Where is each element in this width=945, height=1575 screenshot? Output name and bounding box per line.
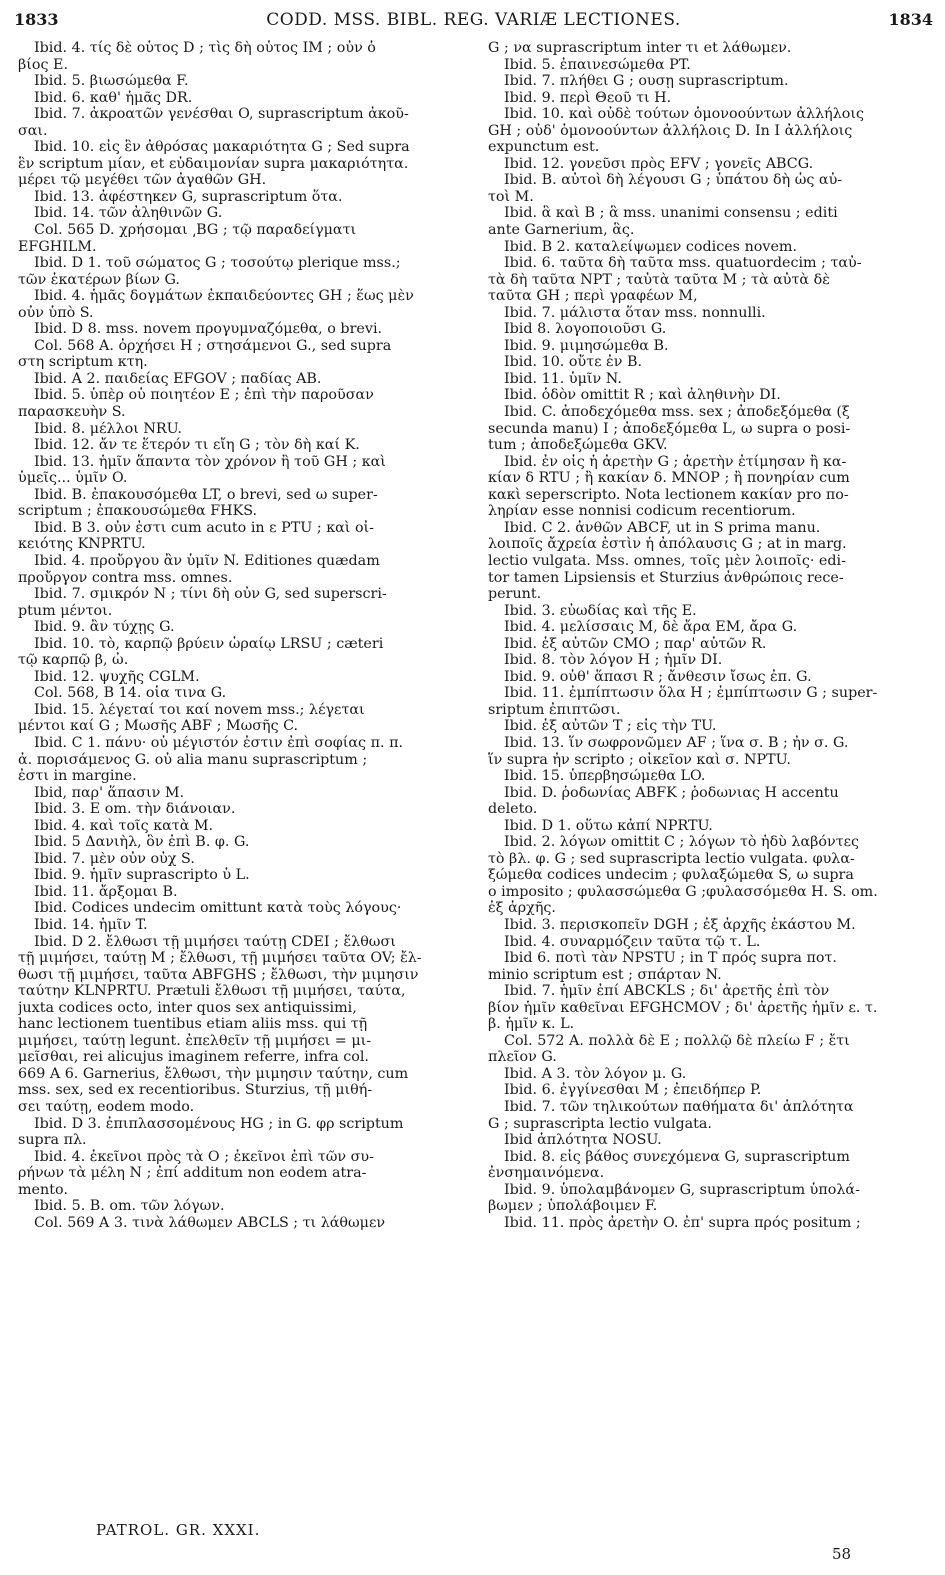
text-line: Ibid. 9. ἂν τύχῃς G. [34,619,175,636]
text-line: Ibid. A 2. παιδείας EFGOV ; παδίας AB. [34,370,322,387]
column-number-right: 1834 [888,10,933,29]
text-line: ταύτην KLNPRTU. Prætuli ἔλθωσι τῇ μιμήσει, ταύτα, [18,983,406,1000]
text-line: Ibid. ἃ καὶ B ; ἃ mss. unanimi consensu ; editi [504,205,838,222]
text-line: τὰ δὴ ταῦτα NPT ; ταὐτὰ ταῦτα M ; τὰ αὐτὰ δὲ [488,271,830,288]
text-line: Ibid. B. αὐτοὶ δὴ λέγουσι G ; ὑπάτου δὴ ὡς αὐ- [504,172,843,189]
text-line: Ibid. 11. πρὸς ἀρετὴν O. ἐπ' supra πρός positum ; [504,1214,861,1231]
text-line: Ibid. D 3. ἐπιπλασσομένους HG ; in G. φρ scriptum [34,1115,404,1132]
text-line: κίαν δ RTU ; ἢ κακίαν δ. MNOP ; ἢ πονηρίαν cum [488,470,850,487]
text-line: Ibid. 7. πλήθει G ; ουσῃ suprascriptum. [504,73,789,90]
text-line: Ibid. 12. ἄν τε ἕτερόν τι εἴη G ; τὸν δὴ καί K. [34,437,360,454]
text-line: Ibid. 10. οὔτε ἐν B. [504,354,643,371]
text-line: Ibid. C. ἀποδεχόμεθα mss. sex ; ἀποδεξόμεθα (ξ [504,404,850,421]
text-line: μεῖσθαι, rei alicujus imaginem referre, infra col. [18,1049,369,1066]
text-line: Ibid. 7. σμικρόν N ; τίνι δὴ οὖν G, sed superscri- [34,586,387,603]
text-line: τοὶ M. [488,188,534,205]
text-line: στη scriptum κτη. [18,354,148,371]
text-line: Ibid. 6. ταῦτα δὴ ταῦτα mss. quatuordecim ; ταὐ- [504,255,862,272]
text-line: Ibid. 8. εἰς βάθος συνεχόμενα G, suprascriptum [504,1148,850,1165]
text-line: σαι. [18,122,48,139]
text-line: Col. 565 D. χρήσομαι ͵BG ; τῷ παραδείγματι [34,222,357,239]
text-line: Ibid. B 2. καταλείψωμεν codices novem. [504,238,798,255]
text-line: ἐξ ἀρχῆς. [488,900,556,917]
text-line: οὖν ὑπὸ S. [18,304,94,321]
text-line: perunt. [488,586,542,603]
text-line: Ibid. 10. τὸ, καρπῷ βρύειν ὡραίῳ LRSU ; cæteri [34,635,384,652]
text-line: σει ταύτῃ, eodem modo. [18,1099,195,1115]
text-line: προὔργον contra mss. omnes. [18,569,233,586]
text-line: Ibid. 3. εὐωδίας καὶ τῆς E. [504,602,697,619]
text-line: θωσι τῇ μιμήσει, ταῦτα ABFGHS ; ἔλθωσι, τὴν μιμησιν [18,966,419,983]
text-line: Ibid. 13. ἵν σωφρονῶμεν AF ; ἵνα σ. B ; ἦν σ. G. [504,734,849,751]
text-line: τῷ καρπῷ β, ὠ. [18,652,129,669]
text-line: τὸ βλ. φ. G ; sed suprascripta lectio vulgata. φυλα- [488,850,855,867]
text-line: Ibid. ἐν οἷς ἡ ἀρετὴν G ; ἀρετὴν ἐτίμησαν ἢ κα- [504,453,847,470]
text-line: mento. [18,1181,68,1198]
text-line: ἐστι in margine. [18,768,137,785]
right-column [488,40,930,1231]
text-line: ταῦτα GH ; περὶ γραφέων M, [488,288,698,305]
text-line: Ibid. 15. λέγεταί τοι καί novem mss.; λέγεται [34,701,365,718]
text-line: Ibid. 14. ἡμῖν T. [34,916,148,933]
text-line: Ibid. 3. E om. τὴν διάνοιαν. [34,801,236,818]
running-title: CODD. MSS. BIBL. REG. VARIÆ LECTIONES. [266,10,681,30]
text-line: Ibid. 4. τίς δὲ οὗτος D ; τὶς δὴ οὗτος IM ; οὖν ὁ [34,40,376,56]
text-line: Ibid ἁπλότητα NOSU. [504,1132,662,1149]
text-line: Ibid. 4. ἐκεῖνοι πρὸς τὰ O ; ἐκεῖνοι ἐπὶ τῶν συ- [34,1148,374,1165]
text-line: βωμεν ; ὑπολάβοιμεν F. [488,1198,658,1215]
text-line: Ibid. ὁδὸν omittit R ; καὶ ἀληθινὴν DI. [504,387,781,404]
text-line: Ibid. 4. συναρμόζειν ταῦτα τῷ τ. L. [504,933,761,950]
text-line: Ibid. 6. καθ' ἡμᾶς DR. [34,89,193,106]
text-line: Ibid. B 3. οὖν ἐστι cum acuto in ε PTU ; καὶ οἰ- [34,519,374,536]
text-line: κακὶ seperscripto. Nota lectionem κακίαν pro πο- [488,486,849,503]
text-line: Ibid. C 2. ἀνθῶν ABCF, ut in S prima manu. [504,519,821,536]
text-line: Ibid. 9. ἡμῖν suprascripto ὑ L. [34,867,250,884]
text-line: μέρει τῷ μεγέθει τῶν ἀγαθῶν GH. [18,172,267,189]
text-line: Ibid. 4. προὔργου ἂν ὑμῖν N. Editiones quædam [34,552,380,569]
text-line: ξώμεθα codices undecim ; φυλαξώμεθα S, ω supra [488,867,854,884]
text-line: Ibid. 4. ἡμᾶς δογμάτων ἐκπαιδεύοντες GH ; ἕως μὲν [34,288,414,305]
text-line: Ibid. 11. ἐμπίπτωσιν ὅλα H ; ἐμπίπτωσιν G ; super- [504,685,878,702]
text-line: Ibid. 5. ἐπαινεσώμεθα PT. [504,56,691,73]
text-line: 669 A 6. Garnerius, ἔλθωσι, τὴν μιμησιν ταύτην, cum [18,1065,409,1082]
text-line: β. ἡμῖν κ. L. [488,1016,575,1033]
text-line: Ibid. 9. ὑπολαμβάνομεν G, suprascriptum ὑπολά- [504,1181,860,1198]
text-line: supra πλ. [18,1132,87,1149]
text-line: Ibid. D 1. οὕτω κἀπί NPRTU. [504,817,713,834]
text-line: Ibid. 11. ὑμῖν N. [504,370,622,387]
text-line: minio scriptum est ; σπάρταν N. [488,966,722,983]
text-line: Ibid. 15. ὑπερβησώμεθα LO. [504,768,706,785]
text-line: scriptum ; ἐπακουσώμεθα FHKS. [18,503,258,520]
text-line: Ibid. 12. ψυχῆς CGLM. [34,668,200,685]
text-line: Ibid. 9. μιμησώμεθα B. [504,337,669,354]
text-line: τῇ μιμήσει, ταύτῃ M ; ἔλθωσι, τῇ μιμήσει ταῦτα OV; ἔλ- [18,950,422,967]
text-line: Ibid. 10. καὶ οὐδὲ τούτων ὁμονοούντων ἀλλήλοις [504,106,864,123]
text-line: deleto. [488,801,538,818]
text-line: Ibid. ἐξ αὐτῶν T ; εἰς τὴν TU. [504,718,717,735]
page-header [14,8,933,34]
text-line: ptum μέντοι. [18,602,113,619]
text-line: ἵν supra ἦν scripto ; οἰκεῖον καὶ σ. NPTU. [488,751,791,768]
text-line: Ibid. 3. περισκοπεῖν DGH ; ἐξ ἀρχῆς ἑκάστου M. [504,916,856,933]
text-line: Ibid. 6. ἐγγίνεσθαι M ; ἐπειδήπερ P. [504,1082,762,1099]
text-line: Ibid. Codices undecim omittunt κατὰ τοὺς λόγους· [34,900,402,917]
text-line: hanc lectionem tuentibus etiam aliis mss. qui τῇ [18,1016,368,1033]
text-line: Ibid, παρ' ἅπασιν M. [34,784,185,801]
text-line: ἀ. πορισάμενος G. οὐ alia manu suprascriptum ; [18,751,368,768]
text-line: Ibid. 4. μελίσσαις M, δὲ ἄρα EM, ἄρα G. [504,619,798,636]
text-line: Ibid. 11. ἄρξομαι B. [34,883,178,900]
text-line: Ibid. 2. λόγων omittit C ; λόγων τὸ ἡδὺ λαβόντες [504,834,860,851]
footer-signature-number: 58 [832,1545,852,1563]
text-line: Ibid. 10. εἰς ἓν ἀθρόσας μακαριότητα G ; Sed supra [34,139,410,156]
text-line: lectio vulgata. Mss. omnes, τοῖς μὲν λοιποῖς· edi- [488,552,846,569]
text-line: secunda manu) I ; ἀποδεξόμεθα L, ω supra o posi- [488,420,851,437]
text-line: Ibid. 7. μὲν οὖν οὐχ S. [34,850,195,867]
text-line: mss. sex, sed ex recentioribus. Sturzius, τῇ μιθή- [18,1082,373,1099]
text-line: κειότης KNPRTU. [18,536,146,553]
text-line: Ibid. D 2. ἔλθωσι τῇ μιμήσει ταύτῃ CDEI ; ἔλθωσι [34,933,396,950]
text-line: Ibid. 13. ἀφέστηκεν G, suprascriptum ὅτα. [34,188,343,205]
text-line: Ibid. 9. περὶ Θεοῦ τι H. [504,89,672,106]
text-line: Ibid. 5 Δανιὴλ, ὃν ἐπὶ B. φ. G. [34,834,250,851]
text-line: ἓν scriptum μίαν, et εὐδαιμονίαν supra μακαριότητα. [18,155,409,172]
text-line: Ibid. 13. ἡμῖν ἅπαντα τὸν χρόνον ἢ τοῦ GH ; καὶ [34,453,386,470]
text-line: tor tamen Lipsiensis et Sturzius ἀνθρώποις rece- [488,569,844,586]
text-line: G ; να suprascriptum inter τι et λάθωμεν. [488,40,792,56]
left-column [18,40,473,1231]
text-line: Ibid. 5. B. om. τῶν λόγων. [34,1198,225,1215]
text-line: Ibid. 8. τὸν λόγον H ; ἡμῖν DI. [504,652,723,669]
column-number-left: 1833 [14,10,59,29]
text-line: expunctum est. [488,139,600,156]
text-line: ρήνων τὰ μέλη N ; ἐπί additum non eodem atra- [18,1165,367,1182]
text-line: Ibid. 7. τῶν τηλικούτων παθήματα δι' ἁπλότητα [504,1099,854,1115]
text-line: Ibid. D. ῥοδωνίας ABFK ; ῥοδωνιας H accentu [504,784,839,801]
text-line: ante Garnerium, ἃς. [488,222,635,239]
text-line: Col. 568 A. ὀρχήσει H ; στησάμενοι G., sed supra [34,337,392,354]
text-line: μέντοι καί G ; Μωσῆς ABF ; Μωσῆς C. [18,718,299,735]
text-line: o imposito ; φυλασσώμεθα G ;φυλασσόμεθα H. S. om. [488,883,878,900]
text-line: GH ; οὐδ' ὁμονοούντων ἀλλήλοις D. In I ἀλλήλοις [488,122,853,139]
text-line: Ibid. 4. καὶ τοῖς κατὰ M. [34,817,214,834]
text-line: Ibid. 9. οὐθ' ἅπασι R ; ἄνθεσιν ἴσως ἐπ. G. [504,668,812,685]
text-line: ληρίαν esse nonnisi codicum recentiorum. [488,503,796,520]
text-line: Ibid 8. λογοποιοῦσι G. [504,321,667,338]
footer-collection-label: PATROL. GR. XXXI. [96,1521,261,1539]
text-line: Ibid. 12. γονεῦσι πρὸς EFV ; γονεῖς ABCG. [504,155,814,172]
text-line: ἐνσημαινόμενα. [488,1165,605,1182]
text-line: Col. 568, B 14. οἷα τινα G. [34,685,227,702]
text-line: μιμήσει, ταύτῃ legunt. ἐπελθεῖν τῇ μιμήσει = μι- [18,1032,372,1049]
text-line: λοιποῖς ἄχρεία ἐστὶν ἡ ἀπόλαυσις G ; at in marg. [488,536,847,553]
text-line: Ibid. 14. τῶν ἀληθινῶν G. [34,205,223,222]
text-line: EFGHILM. [18,238,97,255]
text-line: βίον ἡμῖν καθεῖναι EFGHCMOV ; δι' ἀρετῆς ἡμῖν ε. τ. [488,999,878,1016]
text-line: Col. 569 A 3. τινὰ λάθωμεν ABCLS ; τι λάθωμεν [34,1214,386,1231]
text-line: βίος E. [18,56,69,73]
text-line: juxta codices octo, inter quos sex antiquissimi, [18,999,357,1016]
text-line: sriptum ἐπιπτῶσι. [488,701,621,718]
text-line: Ibid 6. ποτὶ τὰν NPSTU ; in T πρός supra ποτ. [504,950,837,967]
text-line: Ibid. B. ἐπακουσόμεθα LT, o brevi, sed ω super- [34,486,378,503]
text-line: Ibid. ἐξ αὐτῶν CMO ; παρ' αὐτῶν R. [504,635,767,652]
text-line: πλεῖον G. [488,1049,557,1066]
text-line: Ibid. 8. μέλλοι NRU. [34,420,182,437]
text-line: Ibid. C 1. πάνυ· οὐ μέγιστόν ἐστιν ἐπὶ σοφίας π. π. [34,734,404,751]
text-line: ὑμεῖς... ὑμῖν O. [18,470,128,487]
text-line: Ibid. 7. ἀκροατῶν γενέσθαι O, suprascriptum ἀκοῦ- [34,106,409,123]
text-line: Ibid. A 3. τὸν λόγον μ. G. [504,1065,687,1082]
text-line: Ibid. D 8. mss. novem προγυμναζόμεθα, o brevi. [34,321,383,338]
text-line: Ibid. 5. βιωσώμεθα F. [34,73,189,90]
text-line: τῶν ἑκατέρων βίων G. [18,271,180,288]
text-line: Ibid. 7. μάλιστα ὅταν mss. nonnulli. [504,304,766,321]
text-line: Ibid. 7. ἡμῖν ἐπί ABCKLS ; δι' ἀρετῆς ἐπὶ τὸν [504,983,830,1000]
text-line: Ibid. D 1. τοῦ σώματος G ; τοσούτῳ plerique mss.; [34,255,401,272]
text-line: Col. 572 A. πολλὰ δὲ E ; πολλῷ δὲ πλείω F ; ἔτι [504,1032,850,1049]
text-line: παρασκευὴν S. [18,404,126,421]
text-line: Ibid. 5. ὑπὲρ οὗ ποιητέον E ; ἐπὶ τὴν παροῦσαν [34,387,374,404]
text-line: tum ; ἀποδεξώμεθα GKV. [488,437,668,454]
text-line: G ; suprascripta lectio vulgata. [488,1115,712,1132]
